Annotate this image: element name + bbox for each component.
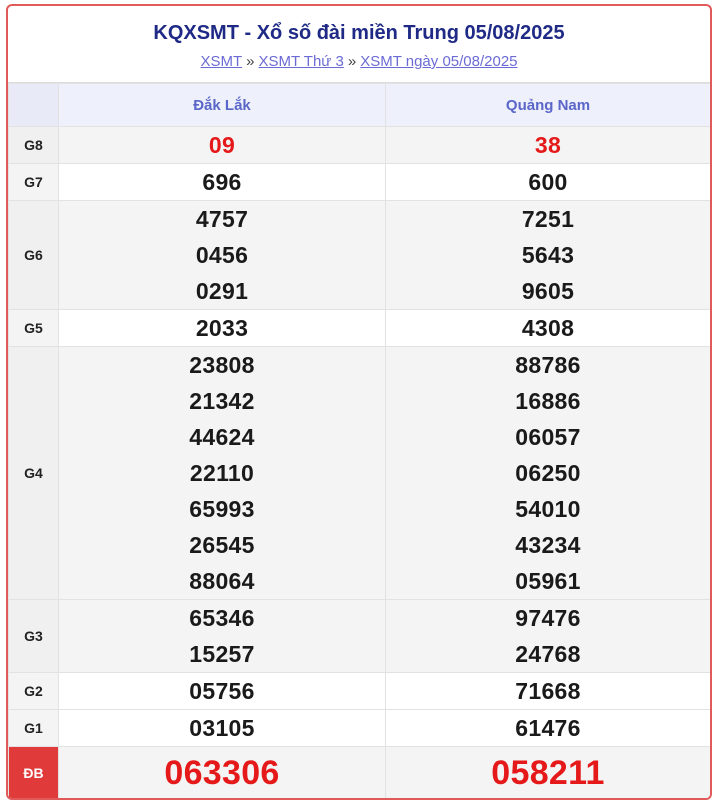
lottery-number: 88064 <box>189 568 255 594</box>
province-header[interactable]: Đắk Lắk <box>59 84 386 127</box>
lottery-number: 0456 <box>195 242 249 268</box>
prize-cell <box>386 747 711 800</box>
results-card <box>6 4 712 800</box>
lottery-number: 26545 <box>189 532 255 558</box>
lottery-number: 2033 <box>195 315 249 341</box>
lottery-number: 22110 <box>189 460 255 486</box>
lottery-number: 06250 <box>515 460 581 486</box>
prize-label: G6 <box>9 201 59 310</box>
prize-row <box>9 201 711 310</box>
prize-label: G5 <box>9 310 59 347</box>
lottery-number: 4308 <box>521 315 575 341</box>
lottery-number: 21342 <box>189 388 255 414</box>
prize-row <box>9 673 711 710</box>
breadcrumb-link-xsmt[interactable]: XSMT <box>200 53 243 70</box>
prize-cell <box>386 673 711 710</box>
lottery-number: 696 <box>202 169 242 195</box>
lottery-number: 0291 <box>195 278 249 304</box>
lottery-number: 15257 <box>189 641 255 667</box>
prize-cell <box>59 201 386 310</box>
prize-label: G2 <box>9 673 59 710</box>
prize-cell <box>386 600 711 673</box>
table-header-row <box>9 84 711 127</box>
lottery-number: 09 <box>208 132 236 158</box>
lottery-number: 61476 <box>515 715 581 741</box>
prize-row <box>9 747 711 800</box>
province-header[interactable]: Quảng Nam <box>386 84 711 127</box>
breadcrumb-separator: » <box>347 53 357 70</box>
lottery-number: 4757 <box>195 206 249 232</box>
prize-label: ĐB <box>9 747 59 800</box>
prize-cell <box>59 673 386 710</box>
lottery-number: 063306 <box>164 754 280 792</box>
prize-row <box>9 710 711 747</box>
results-header <box>8 6 710 83</box>
lottery-number: 54010 <box>515 496 581 522</box>
prize-cell <box>59 164 386 201</box>
prize-cell <box>59 127 386 164</box>
lottery-number: 600 <box>528 169 568 195</box>
breadcrumb <box>8 53 710 70</box>
prize-row <box>9 600 711 673</box>
prize-label: G8 <box>9 127 59 164</box>
prize-cell <box>386 310 711 347</box>
prize-row <box>9 164 711 201</box>
lottery-number: 43234 <box>515 532 581 558</box>
lottery-number: 65346 <box>189 605 255 631</box>
prize-cell <box>59 310 386 347</box>
lottery-number: 71668 <box>515 678 581 704</box>
lottery-number: 058211 <box>491 754 605 792</box>
lottery-number: 38 <box>534 132 562 158</box>
lottery-number: 9605 <box>521 278 575 304</box>
prize-label: G4 <box>9 347 59 600</box>
lottery-number: 97476 <box>515 605 581 631</box>
breadcrumb-link-weekday[interactable]: XSMT Thứ 3 <box>258 53 344 70</box>
lottery-number: 24768 <box>515 641 581 667</box>
prize-cell <box>59 710 386 747</box>
lottery-number: 44624 <box>189 424 255 450</box>
page-title: KQXSMT - Xổ số đài miền Trung 05/08/2025 <box>153 22 565 44</box>
prize-row <box>9 347 711 600</box>
breadcrumb-link-date[interactable]: XSMT ngày 05/08/2025 <box>360 53 518 70</box>
prize-label: G7 <box>9 164 59 201</box>
prize-cell <box>386 347 711 600</box>
prize-cell <box>386 201 711 310</box>
header-corner <box>9 84 59 127</box>
prize-cell <box>59 600 386 673</box>
lottery-number: 03105 <box>189 715 255 741</box>
prize-cell <box>59 747 386 800</box>
lottery-number: 23808 <box>189 352 255 378</box>
lottery-number: 16886 <box>515 388 581 414</box>
lottery-number: 5643 <box>521 242 575 268</box>
prize-cell <box>386 164 711 201</box>
lottery-number: 06057 <box>515 424 581 450</box>
prize-cell <box>386 710 711 747</box>
results-table <box>8 83 711 800</box>
prize-label: G3 <box>9 600 59 673</box>
prize-row <box>9 127 711 164</box>
lottery-number: 88786 <box>515 352 581 378</box>
lottery-number: 05756 <box>189 678 255 704</box>
prize-label: G1 <box>9 710 59 747</box>
lottery-number: 7251 <box>521 206 575 232</box>
lottery-number: 65993 <box>189 496 255 522</box>
prize-cell <box>59 347 386 600</box>
lottery-number: 05961 <box>515 568 581 594</box>
breadcrumb-separator: » <box>246 53 255 70</box>
prize-row <box>9 310 711 347</box>
prize-cell <box>386 127 711 164</box>
